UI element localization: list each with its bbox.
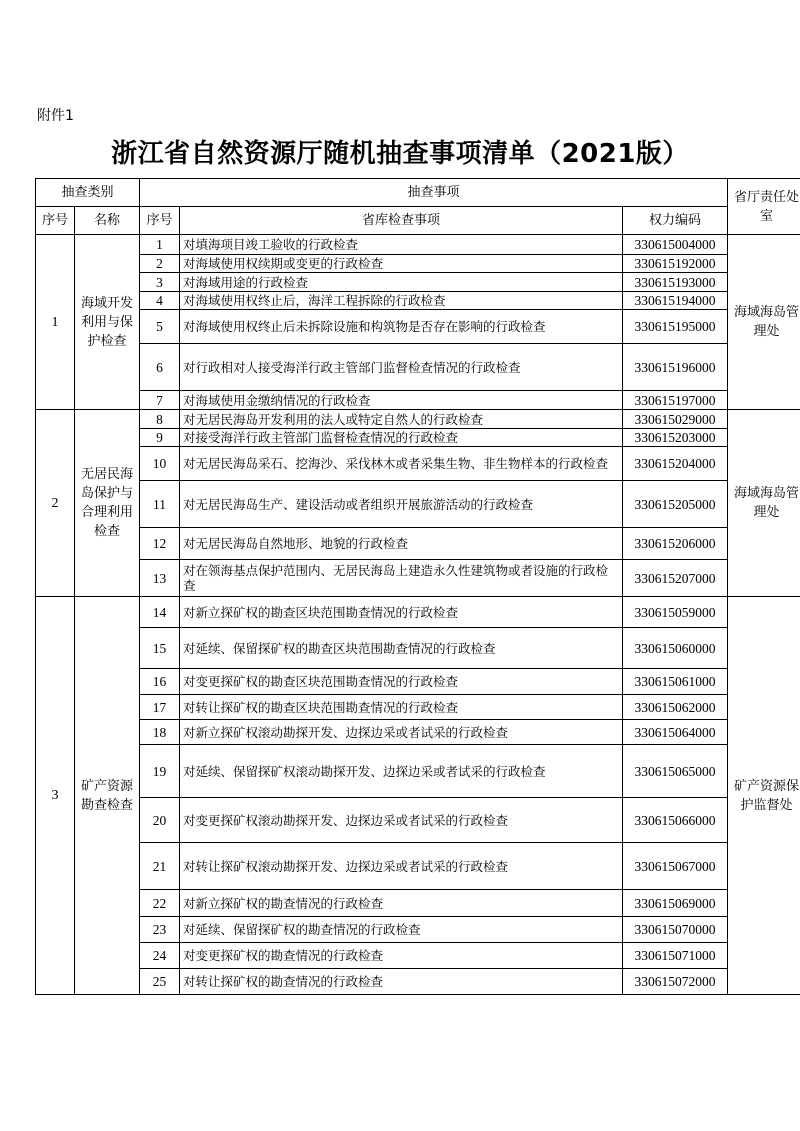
power-code: 330615067000 [623,843,728,890]
table-row [36,943,800,969]
header-item-name: 省库检查事项 [180,207,623,235]
item-name: 对转让探矿权滚动勘探开发、边探边采或者试采的行政检查 [180,843,623,890]
item-number: 13 [140,560,180,597]
table-row [36,798,800,843]
responsible-dept: 矿产资源保护监督处 [728,597,800,995]
table-row [36,273,800,292]
item-number: 24 [140,943,180,969]
group-name: 矿产资源勘查检查 [75,597,140,995]
item-name: 对海域使用权续期或变更的行政检查 [180,255,623,273]
table-row [36,597,800,628]
table-row [36,969,800,995]
header-category: 抽查类别 [36,179,140,207]
power-code: 330615196000 [623,344,728,391]
group-number: 3 [36,597,75,995]
item-number: 17 [140,695,180,720]
item-number: 21 [140,843,180,890]
item-name: 对填海项目竣工验收的行政检查 [180,235,623,255]
item-number: 8 [140,410,180,429]
table-body [36,235,800,995]
header-name: 名称 [75,207,140,235]
header-seq: 序号 [36,207,75,235]
item-number: 4 [140,292,180,310]
table-row [36,391,800,410]
power-code: 330615066000 [623,798,728,843]
item-number: 19 [140,745,180,798]
power-code: 330615064000 [623,720,728,745]
responsible-dept: 海域海岛管理处 [728,410,800,597]
power-code: 330615195000 [623,310,728,344]
power-code: 330615194000 [623,292,728,310]
item-number: 3 [140,273,180,292]
item-name: 对无居民海岛自然地形、地貌的行政检查 [180,528,623,560]
item-name: 对延续、保留探矿权的勘查区块范围勘查情况的行政检查 [180,628,623,669]
group-name: 海域开发利用与保护检查 [75,235,140,410]
power-code: 330615197000 [623,391,728,410]
power-code: 330615059000 [623,597,728,628]
power-code: 330615029000 [623,410,728,429]
power-code: 330615061000 [623,669,728,695]
attachment-label: 附件1 [37,108,74,124]
item-name: 对无居民海岛开发利用的法人或特定自然人的行政检查 [180,410,623,429]
power-code: 330615070000 [623,917,728,943]
table-row [36,669,800,695]
power-code: 330615062000 [623,695,728,720]
item-number: 11 [140,481,180,528]
power-code: 330615204000 [623,447,728,481]
item-name: 对在领海基点保护范围内、无居民海岛上建造永久性建筑物或者设施的行政检查 [180,560,623,597]
header-code: 权力编码 [623,207,728,235]
item-number: 18 [140,720,180,745]
power-code: 330615065000 [623,745,728,798]
item-number: 7 [140,391,180,410]
item-name: 对无居民海岛采石、挖海沙、采伐林木或者采集生物、非生物样本的行政检查 [180,447,623,481]
item-name: 对变更探矿权的勘查情况的行政检查 [180,943,623,969]
item-number: 2 [140,255,180,273]
item-number: 14 [140,597,180,628]
table-row [36,255,800,273]
table-row [36,292,800,310]
item-number: 15 [140,628,180,669]
item-number: 23 [140,917,180,943]
table-row [36,720,800,745]
item-name: 对海域用途的行政检查 [180,273,623,292]
table-row [36,344,800,391]
item-number: 22 [140,890,180,917]
item-number: 20 [140,798,180,843]
table-row [36,843,800,890]
table-row [36,310,800,344]
table-row [36,235,800,255]
item-name: 对延续、保留探矿权滚动勘探开发、边探边采或者试采的行政检查 [180,745,623,798]
table-row [36,695,800,720]
power-code: 330615207000 [623,560,728,597]
header-dept: 省厅责任处室 [728,179,800,235]
item-number: 9 [140,429,180,447]
item-name: 对行政相对人接受海洋行政主管部门监督检查情况的行政检查 [180,344,623,391]
responsible-dept: 海域海岛管理处 [728,235,800,410]
item-name: 对延续、保留探矿权的勘查情况的行政检查 [180,917,623,943]
power-code: 330615072000 [623,969,728,995]
item-number: 10 [140,447,180,481]
power-code: 330615192000 [623,255,728,273]
inspection-table [35,178,800,995]
item-name: 对新立探矿权的勘查情况的行政检查 [180,890,623,917]
power-code: 330615071000 [623,943,728,969]
power-code: 330615060000 [623,628,728,669]
item-number: 6 [140,344,180,391]
item-name: 对变更探矿权滚动勘探开发、边探边采或者试采的行政检查 [180,798,623,843]
item-name: 对转让探矿权的勘查情况的行政检查 [180,969,623,995]
header-items: 抽查事项 [140,179,728,207]
power-code: 330615206000 [623,528,728,560]
document-title: 浙江省自然资源厅随机抽查事项清单（2021版） [111,139,689,169]
power-code: 330615193000 [623,273,728,292]
item-number: 12 [140,528,180,560]
power-code: 330615069000 [623,890,728,917]
item-name: 对接受海洋行政主管部门监督检查情况的行政检查 [180,429,623,447]
table-row [36,429,800,447]
table-row [36,890,800,917]
header-item-seq: 序号 [140,207,180,235]
item-name: 对海域使用权终止后未拆除设施和构筑物是否存在影响的行政检查 [180,310,623,344]
power-code: 330615205000 [623,481,728,528]
table-row [36,528,800,560]
item-name: 对新立探矿权滚动勘探开发、边探边采或者试采的行政检查 [180,720,623,745]
table-row [36,447,800,481]
group-number: 2 [36,410,75,597]
item-number: 16 [140,669,180,695]
item-number: 25 [140,969,180,995]
item-name: 对变更探矿权的勘查区块范围勘查情况的行政检查 [180,669,623,695]
table-row [36,560,800,597]
power-code: 330615004000 [623,235,728,255]
item-number: 5 [140,310,180,344]
table-row [36,917,800,943]
item-name: 对新立探矿权的勘查区块范围勘查情况的行政检查 [180,597,623,628]
table-row [36,745,800,798]
group-name: 无居民海岛保护与合理利用检查 [75,410,140,597]
table-row [36,410,800,429]
item-name: 对海域使用金缴纳情况的行政检查 [180,391,623,410]
item-name: 对无居民海岛生产、建设活动或者组织开展旅游活动的行政检查 [180,481,623,528]
table-row [36,628,800,669]
item-number: 1 [140,235,180,255]
item-name: 对海域使用权终止后，海洋工程拆除的行政检查 [180,292,623,310]
table-row [36,481,800,528]
power-code: 330615203000 [623,429,728,447]
item-name: 对转让探矿权的勘查区块范围勘查情况的行政检查 [180,695,623,720]
group-number: 1 [36,235,75,410]
